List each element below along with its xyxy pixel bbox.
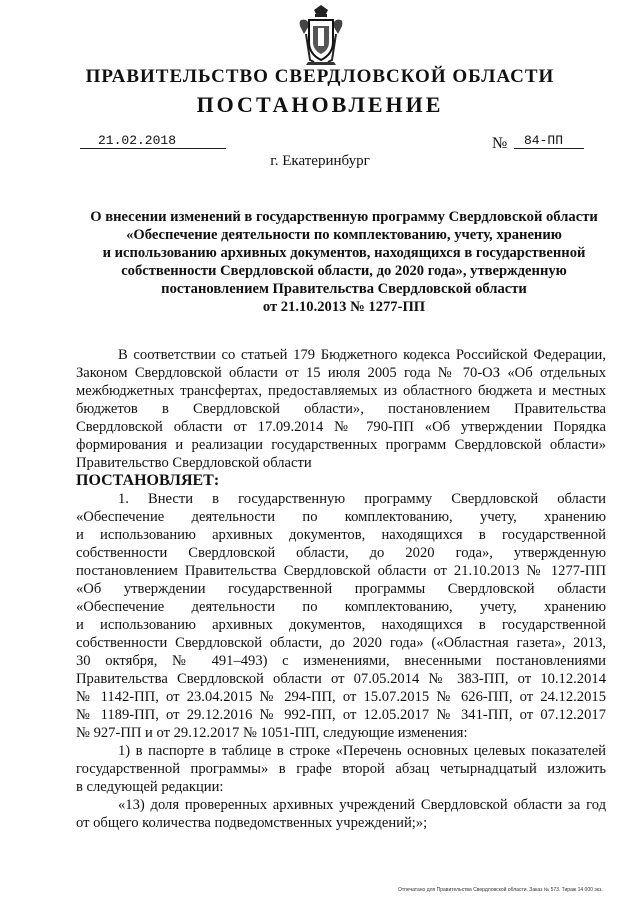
body-line: от общего количества подведомственных учреждений;»; — [76, 815, 428, 831]
body-line: и использованию архивных документов, находящихся в государственной — [76, 617, 606, 633]
body-line: бюджетов в Свердловской области», постановлением Правительства — [76, 401, 606, 417]
number-sign: № — [492, 135, 508, 152]
heading-line: от 21.10.2013 № 1277-ПП — [262, 299, 426, 315]
body-line: постановлением Правительства Свердловской области от 21.10.2013 № 1277-ПП — [76, 563, 606, 579]
government-title: ПРАВИТЕЛЬСТВО СВЕРДЛОВСКОЙ ОБЛАСТИ — [85, 66, 555, 87]
body-line: «Обеспечение деятельности по комплектованию, учету, хранению — [76, 599, 606, 615]
body-line: формирования и реализации государственных программ Свердловской области» — [76, 437, 606, 453]
body-line: Свердловской области от 17.09.2014 № 790-ПП «Об утверждении Порядка — [76, 419, 606, 435]
body-line: В соответствии со статьей 179 Бюджетного кодекса Российской Федерации, — [118, 347, 606, 363]
body-line: и использованию архивных документов, находящихся в государственной — [76, 527, 606, 543]
body-line: Правительства Свердловской области от 07.05.2014 № 383-ПП, от 10.12.2014 — [76, 671, 606, 687]
body-line: № 927-ПП и от 29.12.2017 № 1051-ПП, следующие изменения: — [76, 725, 468, 741]
body-line: Правительство Свердловской области — [76, 455, 312, 471]
body-line: собственности Свердловской области, до 2020 года» («Областная газета», 2013, — [76, 635, 606, 651]
body-line: № 1142-ПП, от 23.04.2015 № 294-ПП, от 15.07.2015 № 626-ПП, от 24.12.2015 — [76, 689, 606, 705]
print-footer: Отпечатано для Правительства Свердловской области. Заказ № 573. Тираж 14 000 экз. — [398, 887, 603, 893]
body-line: в следующей редакции: — [76, 779, 224, 795]
body-line: межбюджетных трансфертах, предоставляемых из областного бюджета и местных — [76, 383, 606, 399]
heading-line: «Обеспечение деятельности по комплектованию, учету, хранению — [126, 227, 562, 243]
body-line: 30 октября, № 491–493) с изменениями, внесенными постановлениями — [76, 653, 606, 669]
document-date: 21.02.2018 — [80, 133, 226, 149]
coat-of-arms-icon — [296, 4, 346, 66]
body-line: № 1189-ПП, от 29.12.2016 № 992-ПП, от 12.05.2017 № 341-ПП, от 07.12.2017 — [76, 707, 606, 723]
document-body — [76, 346, 606, 832]
body-line: государственной программы» в графе второй абзац четырнадцатый изложить — [76, 761, 606, 777]
heading-line: и использованию архивных документов, находящихся в государственной — [102, 245, 586, 261]
heading-line: постановлением Правительства Свердловской области — [161, 281, 527, 297]
body-line: Законом Свердловской области от 15 июля 2005 года № 70-ОЗ «Об отдельных — [76, 365, 606, 381]
resolves-label: ПОСТАНОВЛЯЕТ: — [76, 472, 220, 489]
body-line: «13) доля проверенных архивных учреждений Свердловской области за год — [118, 797, 606, 813]
heading-line: собственности Свердловской области, до 2020 года», утвержденную — [121, 263, 567, 279]
document-type: ПОСТАНОВЛЕНИЕ — [196, 92, 444, 117]
body-line: 1) в паспорте в таблице в строке «Перечень основных целевых показателей — [118, 743, 606, 759]
body-line: «Обеспечение деятельности по комплектованию, учету, хранению — [76, 509, 606, 525]
city: г. Екатеринбург — [270, 153, 370, 169]
heading-line: О внесении изменений в государственную программу Свердловской области — [90, 209, 598, 225]
document-heading — [64, 208, 624, 316]
body-line: 1. Внести в государственную программу Свердловской области — [118, 491, 606, 507]
document-number: 84-ПП — [514, 133, 584, 149]
body-line: собственности Свердловской области, до 2020 года», утвержденную — [76, 545, 606, 561]
body-line: «Об утверждении государственной программы Свердловской области — [76, 581, 606, 597]
